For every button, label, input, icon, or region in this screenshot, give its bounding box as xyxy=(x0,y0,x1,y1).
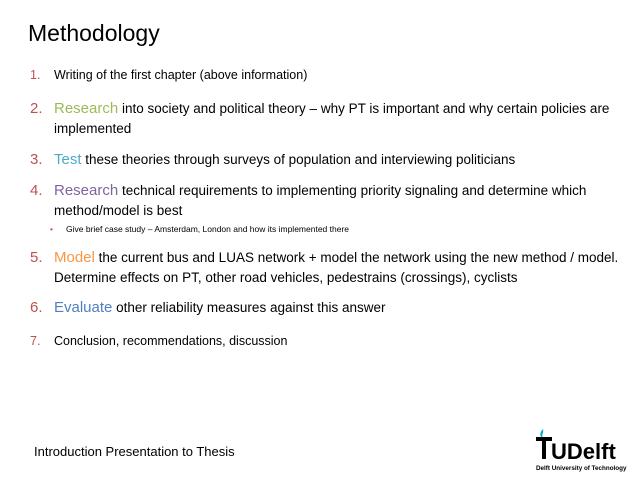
methodology-list xyxy=(30,66,620,350)
list-item-7 xyxy=(30,332,620,350)
item-keyword: Model xyxy=(54,249,95,266)
tudelft-logo xyxy=(534,424,630,474)
item-text: Writing of the first chapter (above information) xyxy=(54,68,308,82)
item-number: 1. xyxy=(30,68,41,82)
list-item-4 xyxy=(30,181,620,221)
item-keyword: Research xyxy=(54,100,119,117)
sub-bullet xyxy=(50,224,620,234)
list-item-6 xyxy=(30,298,620,318)
flame-icon xyxy=(540,429,543,438)
list-item-5 xyxy=(30,248,620,288)
list-item-3 xyxy=(30,150,620,170)
item-text: into society and political theory – why PT is important and why certain policies are implemented xyxy=(54,101,610,136)
sub-bullet-text: Give brief case study – Amsterdam, London and how its implemented there xyxy=(66,224,350,234)
item-keyword: Test xyxy=(54,151,82,168)
list-item-1 xyxy=(30,66,620,84)
footer-text: Introduction Presentation to Thesis xyxy=(34,444,235,459)
item-text: other reliability measures against this answer xyxy=(112,300,386,315)
item-number: 2. xyxy=(30,100,43,117)
logo-brand: UDelft xyxy=(551,439,616,464)
item-number: 5. xyxy=(30,249,43,266)
item-text: the current bus and LUAS network + model the network using the new method / model. Determine effects on PT, other road vehicles, pedestrains (crossings), cyclists xyxy=(54,250,619,285)
logo-tagline: Delft University of Technology xyxy=(536,465,627,472)
item-number: 7. xyxy=(30,334,41,348)
bullet-icon: • xyxy=(50,224,53,234)
item-keyword: Evaluate xyxy=(54,299,113,316)
slide-title: Methodology xyxy=(28,20,160,46)
item-number: 4. xyxy=(30,182,43,199)
item-number: 6. xyxy=(30,299,43,316)
item-text: Conclusion, recommendations, discussion xyxy=(54,334,288,348)
item-text: technical requirements to implementing priority signaling and determine which method/model is best xyxy=(54,183,587,218)
list-item-2 xyxy=(30,99,620,139)
item-keyword: Research xyxy=(54,182,119,199)
item-text: these theories through surveys of population and interviewing politicians xyxy=(81,152,516,167)
item-number: 3. xyxy=(30,151,43,168)
